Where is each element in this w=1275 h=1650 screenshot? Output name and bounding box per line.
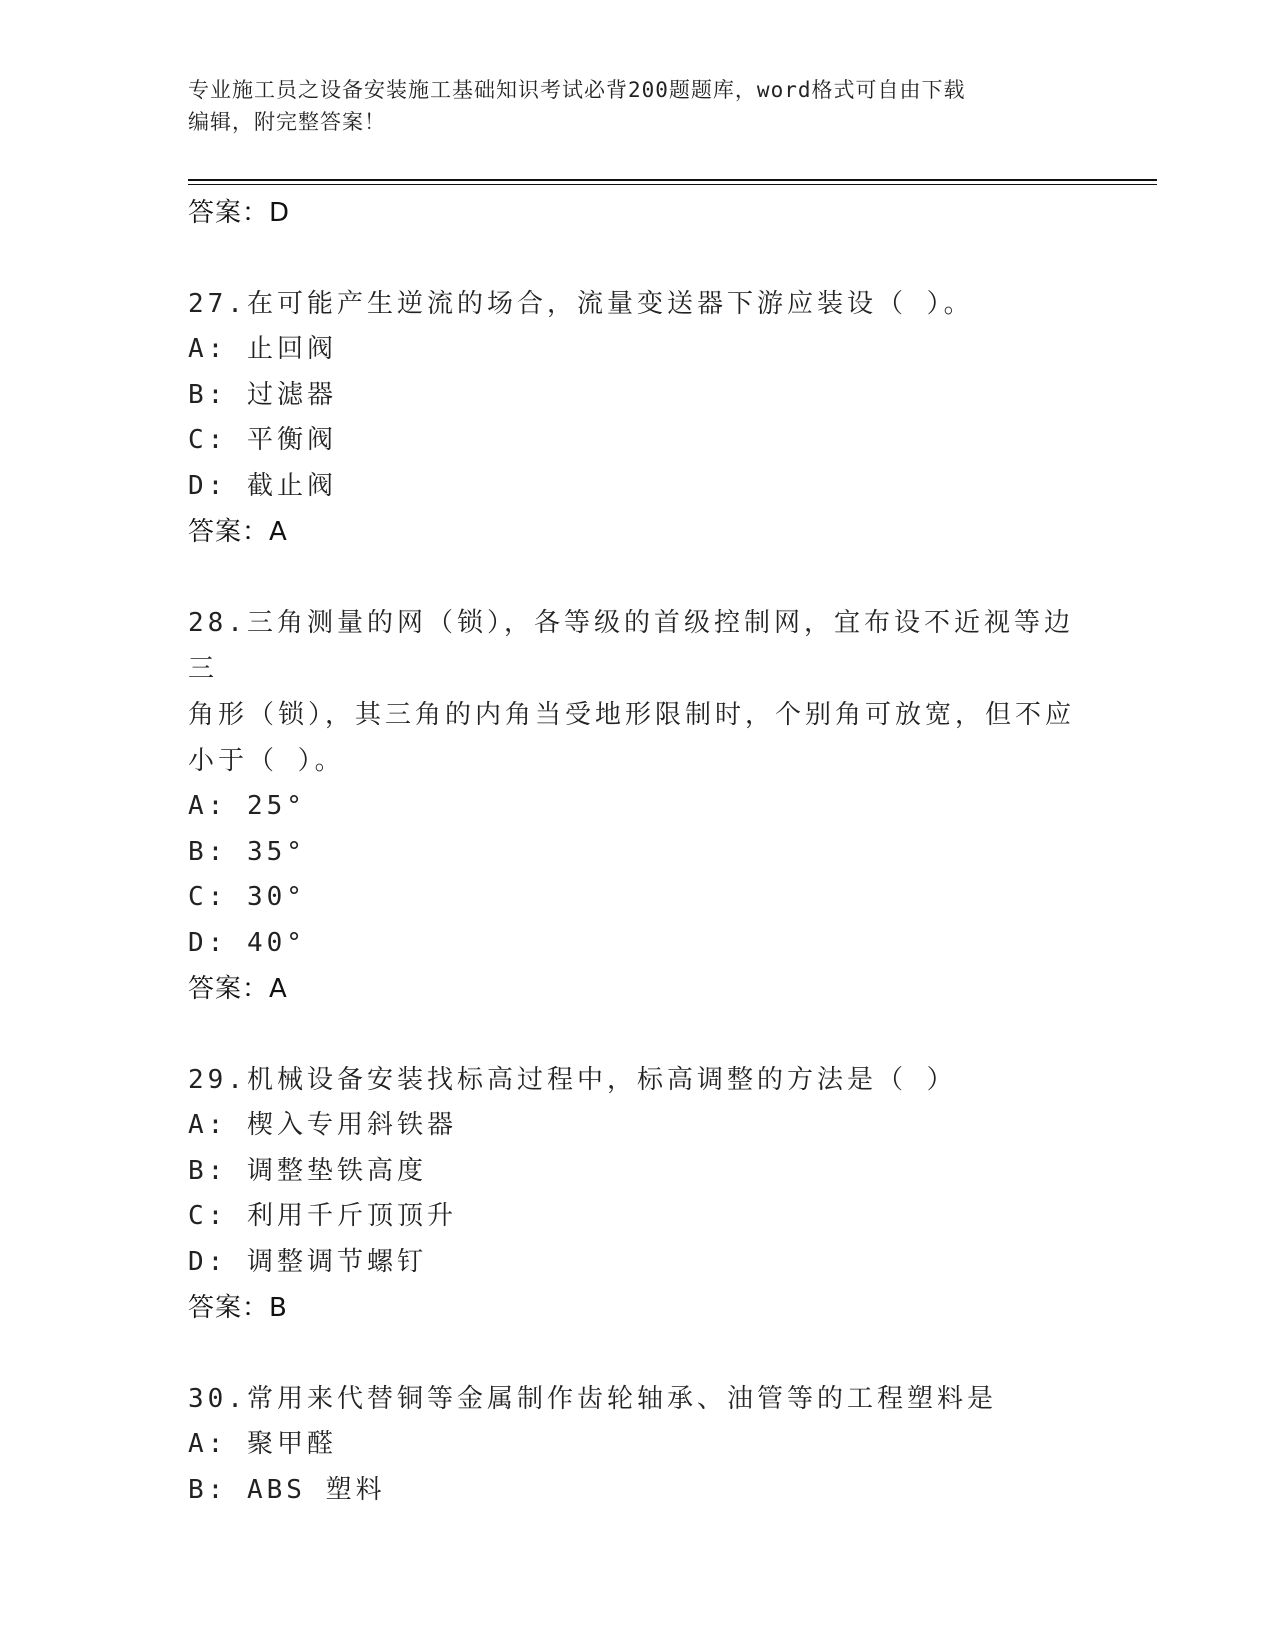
option-b: B: ABS 塑料 xyxy=(188,1474,386,1505)
header-divider-thick xyxy=(188,179,1157,181)
option-a: A: 止回阀 xyxy=(188,334,337,364)
question-28 xyxy=(188,600,1088,1012)
header-divider-thin xyxy=(188,184,1157,185)
question-spacer xyxy=(188,1331,1088,1376)
question-list xyxy=(188,190,1088,1513)
answer-line: 答案：B xyxy=(188,1293,288,1323)
question-stem-line-3: 小于（ ）。 xyxy=(188,746,345,776)
option-b: B: 35° xyxy=(188,836,306,867)
question-stem-line-2: 角形（锁），其三角的内角当受地形限制时，个别角可放宽，但不应 xyxy=(188,700,1076,730)
header-line-1: 专业施工员之设备安装施工基础知识考试必背200题题库，word格式可自由下载 xyxy=(188,78,966,102)
option-c: C: 30° xyxy=(188,882,306,912)
option-b: B: 过滤器 xyxy=(188,379,337,410)
option-c: C: 利用千斤顶顶升 xyxy=(188,1201,457,1231)
option-b: B: 调整垫铁高度 xyxy=(188,1155,427,1186)
option-d: D: 调整调节螺钉 xyxy=(188,1246,427,1277)
question-stem: 29.机械设备安装找标高过程中，标高调整的方法是（ ） xyxy=(188,1065,957,1095)
question-stem: 27.在可能产生逆流的场合，流量变送器下游应装设（ ）。 xyxy=(188,289,974,319)
question-27 xyxy=(188,281,1088,555)
question-spacer xyxy=(188,555,1088,600)
option-a: A: 楔入专用斜铁器 xyxy=(188,1110,457,1140)
answer-line: 答案：A xyxy=(188,517,288,547)
question-spacer xyxy=(188,1012,1088,1057)
option-d: D: 截止阀 xyxy=(188,470,337,501)
question-stem: 30.常用来代替铜等金属制作齿轮轴承、油管等的工程塑料是 xyxy=(188,1384,997,1414)
answer-line: 答案：D xyxy=(188,198,291,228)
option-d: D: 40° xyxy=(188,927,306,958)
question-30 xyxy=(188,1376,1088,1513)
header-line-2: 编辑，附完整答案！ xyxy=(188,110,386,134)
document-header xyxy=(188,74,1088,138)
option-a: A: 25° xyxy=(188,791,306,821)
question-spacer xyxy=(188,236,1088,281)
answer-line: 答案：A xyxy=(188,974,288,1004)
question-stem-line-1: 28.三角测量的网（锁），各等级的首级控制网，宜布设不近视等边三 xyxy=(188,608,1074,684)
question-29 xyxy=(188,1057,1088,1331)
option-c: C: 平衡阀 xyxy=(188,425,337,455)
option-a: A: 聚甲醛 xyxy=(188,1429,337,1459)
